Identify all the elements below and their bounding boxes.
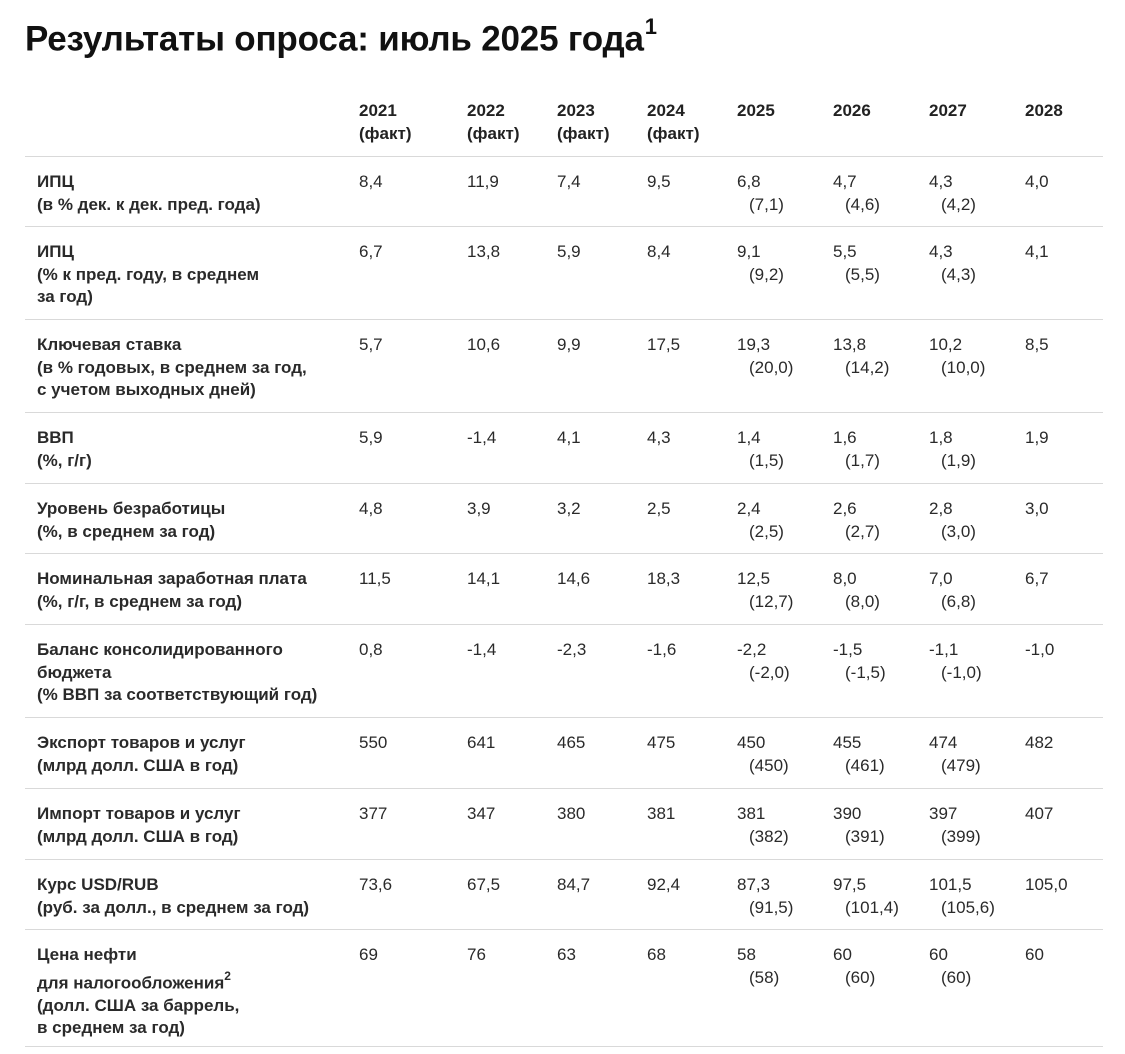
table-row xyxy=(25,157,1103,227)
cell-value: 13,8 xyxy=(833,335,867,354)
row-label-title: Цена нефти xyxy=(37,945,137,964)
table-row xyxy=(25,554,1103,625)
table-cell xyxy=(359,568,391,591)
row-label-sub: (% ВВП за соответствующий год) xyxy=(37,685,318,704)
table-cell xyxy=(929,427,976,472)
cell-value: 482 xyxy=(1025,733,1054,752)
cell-value: 76 xyxy=(467,945,486,964)
cell-value: 3,2 xyxy=(557,499,581,518)
table-cell xyxy=(1025,732,1053,755)
cell-value: -1,4 xyxy=(467,640,497,659)
table-cell xyxy=(359,732,387,755)
cell-previous-value: (20,0) xyxy=(749,357,794,377)
cell-previous-value: (1,5) xyxy=(749,450,784,470)
cell-value: 380 xyxy=(557,804,586,823)
cell-previous-value: (4,3) xyxy=(941,264,976,284)
table-cell xyxy=(1025,639,1054,662)
cell-value: 84,7 xyxy=(557,875,591,894)
table-cell xyxy=(833,732,885,777)
cell-value: 6,7 xyxy=(1025,569,1049,588)
table-cell xyxy=(929,944,971,989)
cell-value: 5,7 xyxy=(359,335,383,354)
table-cell xyxy=(737,568,793,613)
table-cell xyxy=(737,803,789,848)
cell-value: 5,5 xyxy=(833,242,857,261)
cell-previous-value: (1,7) xyxy=(845,450,880,470)
cell-previous-value: (9,2) xyxy=(749,264,784,284)
cell-value: -1,1 xyxy=(929,640,959,659)
cell-value: 381 xyxy=(647,804,676,823)
row-label-sub: за год) xyxy=(37,287,93,306)
cell-previous-value: (-2,0) xyxy=(749,662,790,682)
cell-value: 3,9 xyxy=(467,499,491,518)
row-label xyxy=(37,639,317,707)
table-row xyxy=(25,789,1103,860)
cell-value: 60 xyxy=(1025,945,1044,964)
cell-value: 4,7 xyxy=(833,172,857,191)
table-cell xyxy=(833,498,880,543)
cell-value: 474 xyxy=(929,733,958,752)
cell-previous-value: (-1,0) xyxy=(941,662,982,682)
cell-value: 10,2 xyxy=(929,335,963,354)
row-label-title: Экспорт товаров и услуг xyxy=(37,733,246,752)
cell-value: 9,9 xyxy=(557,335,581,354)
column-year: 2021 xyxy=(359,101,397,120)
cell-value: -1,6 xyxy=(647,640,677,659)
table-cell xyxy=(647,874,680,897)
table-cell xyxy=(557,803,585,826)
cell-value: 73,6 xyxy=(359,875,393,894)
row-label-sub: (млрд долл. США в год) xyxy=(37,826,239,846)
table-cell xyxy=(359,427,383,450)
table-row xyxy=(25,484,1103,554)
row-label xyxy=(37,427,92,472)
cell-value: 18,3 xyxy=(647,569,681,588)
table-cell xyxy=(929,241,976,286)
table-cell xyxy=(1025,171,1049,194)
cell-previous-value: (7,1) xyxy=(749,194,784,214)
column-year: 2024 xyxy=(647,101,685,120)
column-header-2024 xyxy=(647,100,700,145)
cell-value: 60 xyxy=(929,945,948,964)
cell-previous-value: (105,6) xyxy=(941,897,995,917)
row-label xyxy=(37,944,239,1040)
cell-value: 641 xyxy=(467,733,496,752)
row-label xyxy=(37,568,307,613)
cell-value: 87,3 xyxy=(737,875,771,894)
cell-value: 4,3 xyxy=(929,242,953,261)
cell-value: 4,8 xyxy=(359,499,383,518)
row-label xyxy=(37,171,261,216)
cell-value: 550 xyxy=(359,733,388,752)
cell-previous-value: (60) xyxy=(845,967,876,987)
cell-value: 7,0 xyxy=(929,569,953,588)
cell-value: -1,4 xyxy=(467,428,497,447)
cell-value: 11,5 xyxy=(359,569,391,588)
row-label-sub: в среднем за год) xyxy=(37,1018,185,1038)
cell-previous-value: (10,0) xyxy=(941,357,986,377)
cell-value: 4,3 xyxy=(647,428,671,447)
table-cell xyxy=(1025,874,1068,897)
table-cell xyxy=(557,334,581,357)
table-cell xyxy=(1025,334,1049,357)
column-note: (факт) xyxy=(467,123,520,143)
cell-previous-value: (382) xyxy=(749,826,789,846)
table-cell xyxy=(359,874,392,897)
row-label-sub: (в % дек. к дек. пред. года) xyxy=(37,194,261,214)
table-cell xyxy=(737,241,784,286)
table-cell xyxy=(467,498,491,521)
column-year: 2028 xyxy=(1025,101,1063,120)
table-cell xyxy=(467,241,500,264)
table-cell xyxy=(467,171,499,194)
column-header-2027 xyxy=(929,100,967,123)
table-cell xyxy=(647,171,671,194)
cell-previous-value: (14,2) xyxy=(845,357,890,377)
table-cell xyxy=(929,568,976,613)
cell-previous-value: (-1,5) xyxy=(845,662,886,682)
cell-value: 377 xyxy=(359,804,388,823)
cell-value: 60 xyxy=(833,945,852,964)
cell-value: 67,5 xyxy=(467,875,501,894)
table-row xyxy=(25,625,1103,718)
cell-value: 407 xyxy=(1025,804,1054,823)
column-note: (факт) xyxy=(647,123,700,143)
row-label xyxy=(37,732,246,777)
cell-value: 1,9 xyxy=(1025,428,1049,447)
cell-value: 10,6 xyxy=(467,335,501,354)
cell-value: 3,0 xyxy=(1025,499,1049,518)
cell-value: 8,4 xyxy=(647,242,671,261)
cell-previous-value: (91,5) xyxy=(749,897,794,917)
table-row xyxy=(25,320,1103,413)
cell-previous-value: (60) xyxy=(941,967,972,987)
cell-value: 105,0 xyxy=(1025,875,1068,894)
cell-previous-value: (58) xyxy=(749,967,780,987)
column-note: (факт) xyxy=(557,123,610,143)
row-label-title: Баланс консолидированного xyxy=(37,640,283,659)
row-label-sub: (%, г/г) xyxy=(37,450,92,470)
table-cell xyxy=(557,732,585,755)
row-label-title: ИПЦ xyxy=(37,242,74,261)
table-cell xyxy=(1025,568,1049,591)
cell-previous-value: (1,9) xyxy=(941,450,976,470)
table-cell xyxy=(737,334,793,379)
cell-value: 4,3 xyxy=(929,172,953,191)
column-header-2025 xyxy=(737,100,775,123)
cell-previous-value: (4,2) xyxy=(941,194,976,214)
cell-value: 19,3 xyxy=(737,335,771,354)
row-label-sub: (руб. за долл., в среднем за год) xyxy=(37,897,310,917)
cell-value: 465 xyxy=(557,733,586,752)
table-cell xyxy=(467,874,500,897)
table-cell xyxy=(1025,803,1053,826)
row-label-sub: для налогообложения$^2$ xyxy=(37,968,231,993)
cell-previous-value: (450) xyxy=(749,755,789,775)
cell-value: 92,4 xyxy=(647,875,681,894)
table-cell xyxy=(557,498,581,521)
row-label xyxy=(37,241,259,309)
cell-value: 4,1 xyxy=(1025,242,1049,261)
cell-previous-value: (479) xyxy=(941,755,981,775)
cell-previous-value: (4,6) xyxy=(845,194,880,214)
table-cell xyxy=(359,803,387,826)
row-label-sub: (%, в среднем за год) xyxy=(37,521,216,541)
table-cell xyxy=(833,944,875,989)
table-cell xyxy=(833,241,880,286)
cell-value: 450 xyxy=(737,733,766,752)
cell-value: 8,5 xyxy=(1025,335,1049,354)
cell-value: 1,8 xyxy=(929,428,953,447)
table-cell xyxy=(929,334,985,379)
table-cell xyxy=(1025,427,1049,450)
cell-previous-value: (2,5) xyxy=(749,521,784,541)
column-year: 2022 xyxy=(467,101,505,120)
cell-value: 4,0 xyxy=(1025,172,1049,191)
column-header-2022 xyxy=(467,100,520,145)
table-cell xyxy=(467,732,495,755)
table-cell xyxy=(647,944,666,967)
row-label-sub: с учетом выходных дней) xyxy=(37,380,256,399)
table-cell xyxy=(467,803,495,826)
row-label-title: ИПЦ xyxy=(37,172,74,191)
table-cell xyxy=(647,639,676,662)
row-label-title: Курс USD/RUB xyxy=(37,875,159,894)
cell-value: 9,5 xyxy=(647,172,671,191)
table-cell xyxy=(833,803,885,848)
table-cell xyxy=(647,732,675,755)
cell-value: 13,8 xyxy=(467,242,501,261)
cell-value: 101,5 xyxy=(929,875,972,894)
table-cell xyxy=(557,171,581,194)
row-label-sub: (долл. США за баррель, xyxy=(37,995,240,1015)
cell-value: 2,6 xyxy=(833,499,857,518)
row-label-sub: (% к пред. году, в среднем xyxy=(37,264,260,284)
table-cell xyxy=(737,732,789,777)
table-cell xyxy=(647,568,680,591)
table-cell xyxy=(557,568,590,591)
cell-value: 2,8 xyxy=(929,499,953,518)
cell-value: 2,5 xyxy=(647,499,671,518)
cell-value: 2,4 xyxy=(737,499,761,518)
cell-value: 6,7 xyxy=(359,242,383,261)
page-title xyxy=(25,14,657,60)
row-label-sub: бюджета xyxy=(37,662,112,682)
table-cell xyxy=(359,171,383,194)
table-cell xyxy=(737,171,784,216)
table-cell xyxy=(929,171,976,216)
table-cell xyxy=(467,568,500,591)
table-cell xyxy=(929,874,995,919)
table-cell xyxy=(467,639,496,662)
cell-value: 8,4 xyxy=(359,172,383,191)
table-body xyxy=(25,157,1103,1047)
cell-value: 97,5 xyxy=(833,875,867,894)
table-cell xyxy=(557,241,581,264)
table-cell xyxy=(737,874,793,919)
cell-value: -2,2 xyxy=(737,640,767,659)
table-cell xyxy=(359,334,383,357)
table-cell xyxy=(647,803,675,826)
row-label-title: Импорт товаров и услуг xyxy=(37,804,241,823)
table-cell xyxy=(467,944,486,967)
cell-value: 7,4 xyxy=(557,172,581,191)
row-label xyxy=(37,498,225,543)
row-label-title: Ключевая ставка xyxy=(37,335,182,354)
table-cell xyxy=(1025,944,1044,967)
table-cell xyxy=(929,498,976,543)
column-year: 2023 xyxy=(557,101,595,120)
cell-previous-value: (6,8) xyxy=(941,591,976,611)
cell-previous-value: (101,4) xyxy=(845,897,899,917)
row-label-title: Уровень безработицы xyxy=(37,499,226,518)
cell-previous-value: (391) xyxy=(845,826,885,846)
table-cell xyxy=(557,874,590,897)
table-cell xyxy=(833,171,880,216)
cell-value: -1,5 xyxy=(833,640,863,659)
table-cell xyxy=(737,944,779,989)
table-cell xyxy=(647,498,671,521)
table-row xyxy=(25,227,1103,320)
column-header-2021 xyxy=(359,100,412,145)
table-row xyxy=(25,718,1103,789)
cell-value: 11,9 xyxy=(467,172,499,191)
table-cell xyxy=(359,639,383,662)
row-label-title: ВВП xyxy=(37,428,74,447)
cell-previous-value: (3,0) xyxy=(941,521,976,541)
column-year: 2026 xyxy=(833,101,871,120)
table-cell xyxy=(737,639,790,684)
cell-value: 69 xyxy=(359,945,378,964)
column-header-2026 xyxy=(833,100,871,123)
column-year: 2027 xyxy=(929,101,967,120)
cell-value: 63 xyxy=(557,945,576,964)
table-cell xyxy=(557,427,581,450)
column-note: (факт) xyxy=(359,123,412,143)
table-row xyxy=(25,930,1103,1047)
row-label-sub: (%, г/г, в среднем за год) xyxy=(37,591,242,611)
table-row xyxy=(25,413,1103,484)
row-label xyxy=(37,334,307,402)
cell-previous-value: (12,7) xyxy=(749,591,794,611)
cell-value: 14,1 xyxy=(467,569,501,588)
row-label-sub: (млрд долл. США в год) xyxy=(37,755,239,775)
table-cell xyxy=(833,334,889,379)
table-cell xyxy=(1025,241,1049,264)
column-year: 2025 xyxy=(737,101,775,120)
table-cell xyxy=(929,803,981,848)
cell-value: 347 xyxy=(467,804,496,823)
table-cell xyxy=(929,639,982,684)
cell-value: 5,9 xyxy=(359,428,383,447)
cell-value: 8,0 xyxy=(833,569,857,588)
table-cell xyxy=(359,241,383,264)
table-cell xyxy=(833,639,886,684)
cell-value: 5,9 xyxy=(557,242,581,261)
column-header-2023 xyxy=(557,100,610,145)
table-cell xyxy=(359,498,383,521)
title-text: Результаты опроса: июль 2025 года xyxy=(25,19,644,59)
cell-value: 397 xyxy=(929,804,958,823)
table-cell xyxy=(647,334,680,357)
table-cell xyxy=(833,874,899,919)
row-label-footnote: 2 xyxy=(224,968,231,983)
table-cell xyxy=(647,241,671,264)
table-cell xyxy=(833,427,880,472)
table-cell xyxy=(737,427,784,472)
table-cell xyxy=(833,568,880,613)
cell-value: 390 xyxy=(833,804,862,823)
table-cell xyxy=(647,427,671,450)
cell-previous-value: (2,7) xyxy=(845,521,880,541)
cell-previous-value: (399) xyxy=(941,826,981,846)
row-label-sub: (в % годовых, в среднем за год, xyxy=(37,357,307,377)
cell-value: 1,4 xyxy=(737,428,761,447)
table-cell xyxy=(467,334,500,357)
cell-value: 12,5 xyxy=(737,569,771,588)
cell-value: 0,8 xyxy=(359,640,383,659)
cell-value: 58 xyxy=(737,945,756,964)
table-cell xyxy=(557,944,576,967)
cell-value: 17,5 xyxy=(647,335,681,354)
cell-value: 475 xyxy=(647,733,676,752)
row-label xyxy=(37,803,241,848)
table-cell xyxy=(737,498,784,543)
cell-value: 381 xyxy=(737,804,766,823)
cell-previous-value: (461) xyxy=(845,755,885,775)
table-cell xyxy=(359,944,378,967)
cell-value: -1,0 xyxy=(1025,640,1055,659)
cell-value: 455 xyxy=(833,733,862,752)
title-footnote: 1 xyxy=(644,14,657,39)
table-cell xyxy=(1025,498,1049,521)
cell-value: 6,8 xyxy=(737,172,761,191)
survey-table xyxy=(25,98,1103,1047)
table-row xyxy=(25,860,1103,930)
cell-previous-value: (8,0) xyxy=(845,591,880,611)
table-header xyxy=(25,98,1103,157)
cell-value: 9,1 xyxy=(737,242,761,261)
cell-value: -2,3 xyxy=(557,640,587,659)
table-cell xyxy=(929,732,981,777)
cell-previous-value: (5,5) xyxy=(845,264,880,284)
table-cell xyxy=(467,427,496,450)
cell-value: 68 xyxy=(647,945,666,964)
column-header-2028 xyxy=(1025,100,1063,123)
row-label-title: Номинальная заработная плата xyxy=(37,569,307,588)
row-label xyxy=(37,874,309,919)
cell-value: 4,1 xyxy=(557,428,581,447)
cell-value: 1,6 xyxy=(833,428,857,447)
cell-value: 14,6 xyxy=(557,569,591,588)
table-cell xyxy=(557,639,586,662)
